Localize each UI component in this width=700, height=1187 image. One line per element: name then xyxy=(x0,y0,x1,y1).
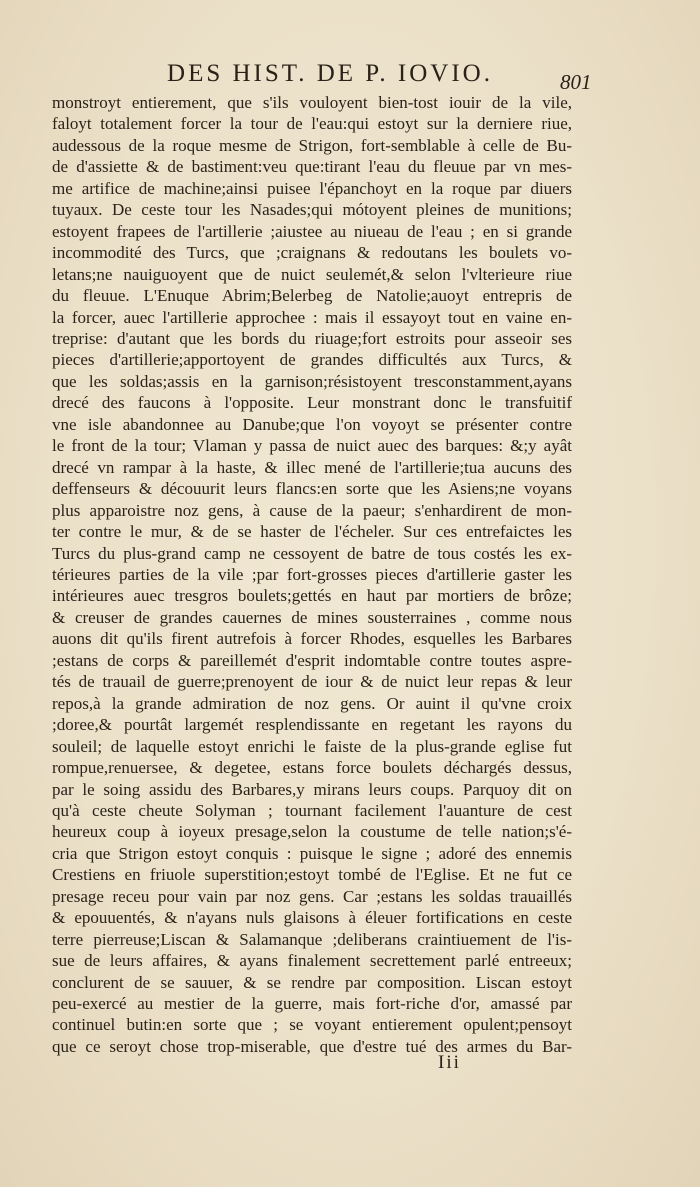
text-line: continuel butin:en sorte que ; se voyant entierement opulent;pensoyt xyxy=(52,1015,572,1035)
text-line: Crestiens en friuole superstition;estoyt tombé de l'Eglise. Et ne fut ce xyxy=(52,865,572,885)
text-line: estoyent frapees de l'artillerie ;aiustee au niueau de l'eau ; en si grande xyxy=(52,221,572,241)
text-line: incommodité des Turcs, que ;craignans & redoutans les boulets vo- xyxy=(52,243,572,263)
text-line: vne isle abandonnee au Danube;que l'on voyoyt se présenter contre xyxy=(52,414,572,434)
text-line: & epouuentés, & n'ayans nuls glaisons à éleuer fortifications en ceste xyxy=(52,908,572,928)
text-line: ter contre le mur, & de se haster de l'écheler. Sur ces entrefaictes les xyxy=(52,522,572,542)
text-line: Turcs du plus-grand camp ne cessoyent de batre de tous costés les ex- xyxy=(52,543,572,563)
text-line: rompue,renuersee, & degetee, estans force boulets déchargés dessus, xyxy=(52,758,572,778)
text-line: par le soing assidu des Barbares,y mirans leurs coups. Parquoy dit on xyxy=(52,779,572,799)
text-line: audessous de la roque mesme de Strigon, fort-semblable à celle de Bu- xyxy=(52,135,572,155)
text-line: la forcer, auec l'artillerie approchee : mais il essayoyt tout en vaine en- xyxy=(52,307,572,327)
text-line: cria que Strigon estoyt conquis : puisque le signe ; adoré des ennemis xyxy=(52,843,572,863)
text-line: terre pierreuse;Liscan & Salamanque ;deliberans craintiuement de l'is- xyxy=(52,929,572,949)
text-line: drecé des faucons à l'opposite. Leur monstrant donc le transfuitif xyxy=(52,393,572,413)
text-line: ;estans de corps & pareillemét d'esprit indomtable contre toutes aspre- xyxy=(52,650,572,670)
text-line: sue de leurs affaires, & ayans finalement secrettement parlé entreeux; xyxy=(52,951,572,971)
text-line: conclurent de se sauuer, & se rendre par composition. Liscan estoyt xyxy=(52,972,572,992)
text-line: faloyt totalement forcer la tour de l'eau:qui estoyt sur la derniere riue, xyxy=(52,114,572,134)
text-line: heureux coup à ioyeux presage,selon la coustume de telle nation;s'é- xyxy=(52,822,572,842)
body-text xyxy=(52,92,572,1057)
text-line: tuyaux. De ceste tour les Nasades;qui mótoyent pleines de munitions; xyxy=(52,200,572,220)
text-line: pieces d'artillerie;apportoyent de grandes difficultés aux Turcs, & xyxy=(52,350,572,370)
text-line: de d'assiette & de bastiment:veu que:tirant l'eau du fleuue par vn mes- xyxy=(52,157,572,177)
text-line: que ce seroyt chose trop-miserable, que d'estre tué des armes du Bar- xyxy=(52,1036,572,1056)
text-line: qu'à ceste cheute Solyman ; tournant facilement l'auanture de cest xyxy=(52,800,572,820)
text-line: ;doree,& pourtât largemét resplendissante en regetant les rayons du xyxy=(52,715,572,735)
text-line: tés de trauail de guerre;prenoyent de iour & de nuict leur repas & leur xyxy=(52,672,572,692)
text-line: deffenseurs & découurit leurs flancs:en sorte que les Asiens;ne voyans xyxy=(52,479,572,499)
text-line: que les soldas;assis en la garnison;résistoyent tresconstamment,ayans xyxy=(52,371,572,391)
signature-mark: Iii xyxy=(438,1052,461,1073)
text-line: auons dit qu'ils firent autrefois à forcer Rhodes, esquelles les Barbares xyxy=(52,629,572,649)
text-line: presage receu pour vain par noz gens. Car ;estans les soldas trauaillés xyxy=(52,886,572,906)
text-line: me artifice de machine;ainsi puisee l'épanchoyt en la roque par diuers xyxy=(52,178,572,198)
text-line: intérieures auec tresgros boulets;gettés en haut par mortiers de brôze; xyxy=(52,586,572,606)
text-line: letans;ne nauiguoyent que de nuict seulemét,& selon l'vlterieure riue xyxy=(52,264,572,284)
running-title: DES HIST. DE P. IOVIO. xyxy=(167,60,493,87)
text-line: souleil; de laquelle estoyt enrichi le faiste de la plus-grande eglise fut xyxy=(52,736,572,756)
text-line: treprise: d'autant que les bords du riuage;fort estroits pour asseoir ses xyxy=(52,328,572,348)
text-line: du fleuue. L'Enuque Abrim;Belerbeg de Natolie;auoyt entrepris de xyxy=(52,286,572,306)
text-line: monstroyt entierement, que s'ils vouloyent bien-tost iouir de la vile, xyxy=(52,93,572,112)
text-line: le front de la tour; Vlaman y passa de nuict auec des barques: &;y ayât xyxy=(52,436,572,456)
text-line: & creuser de grandes cauernes de mines sousterraines , comme nous xyxy=(52,607,572,627)
page-number: 801 xyxy=(560,70,592,94)
text-line: plus apparoistre noz gens, à cause de la paeur; s'enhardirent de mon- xyxy=(52,500,572,520)
text-line: peu-exercé au mestier de la guerre, mais fort-riche d'or, amassé par xyxy=(52,994,572,1014)
text-line: drecé vn rampar à la haste, & illec mené de l'artillerie;tua aucuns des xyxy=(52,457,572,477)
text-line: térieures parties de la vile ;par fort-grosses pieces d'artillerie gaster les xyxy=(52,564,572,584)
text-line: repos,à la grande admiration de noz gens. Or auint il qu'vne croix xyxy=(52,693,572,713)
